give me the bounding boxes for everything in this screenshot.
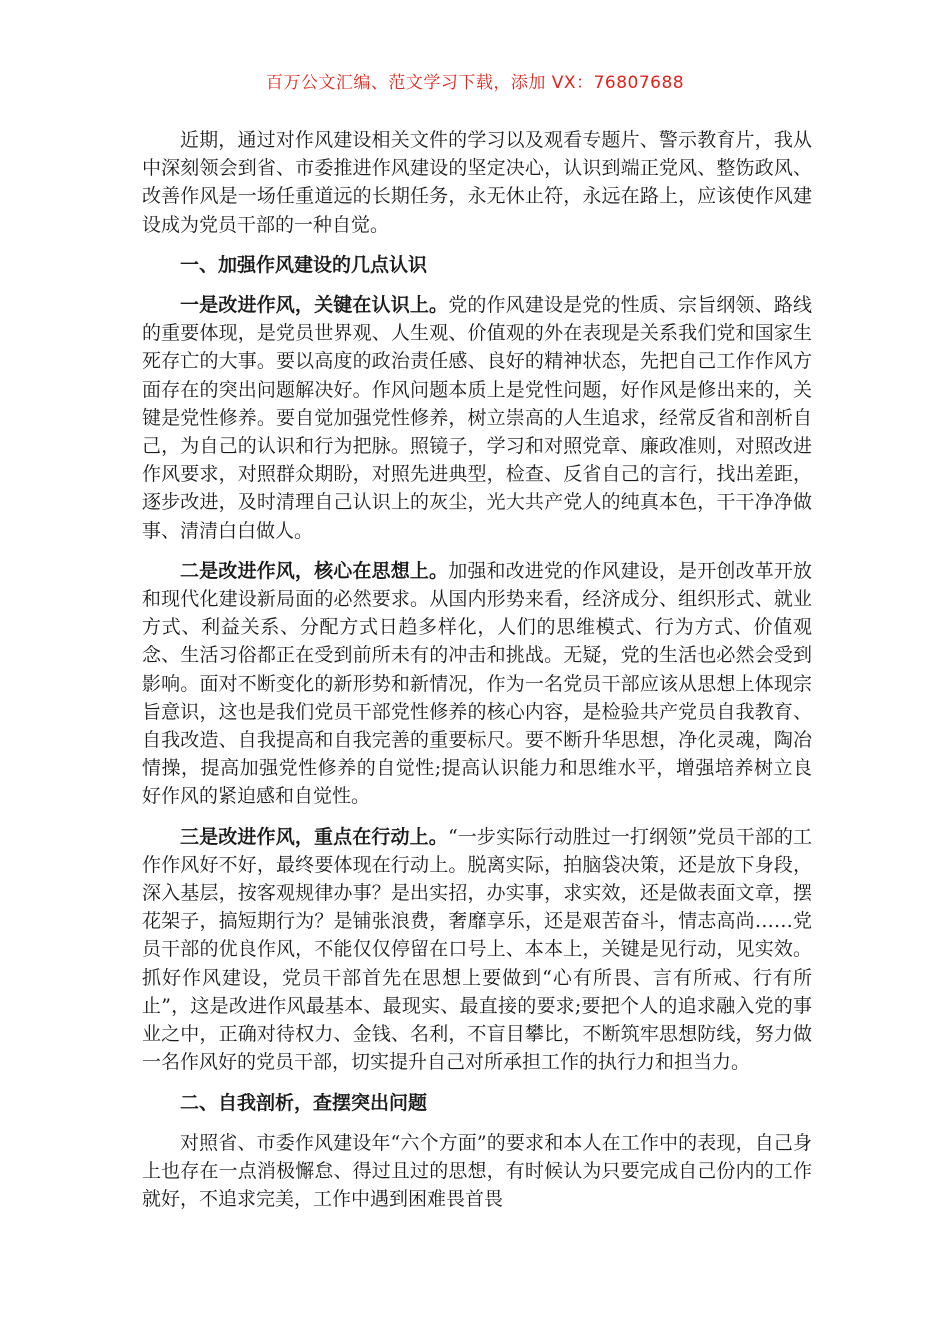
paragraph-self-analysis: 对照省、市委作风建设年“六个方面”的要求和本人在工作中的表现，自己身上也存在一点消极懈怠、得过且过的思想，有时候认为只要完成自己份内的工作就好，不追求完美，工作中遇到困难畏首畏 xyxy=(142,1131,812,1211)
section-heading-1: 一、加强作风建设的几点认识 xyxy=(180,253,428,276)
section-heading-2: 二、自我剖析，查摆突出问题 xyxy=(180,1091,428,1114)
paragraph-thought xyxy=(142,557,812,811)
paragraph-lead: 三是改进作风，重点在行动上。 xyxy=(180,825,448,848)
paragraph-text: 加强和改进党的作风建设，是开创改革开放和现代化建设新局面的必然要求。从国内形势来看，经济成分、组织形式、就业方式、利益关系、分配方式日趋多样化，人们的思维模式、行为方式、价值观念、生活习俗都正在受到前所未有的冲击和挑战。无疑，党的生活也必然会受到影响。面对不断变化的新形势和新情况，作为一名党员干部应该从思想上体现宗旨意识，这也是我们党员干部党性修养的核心内容，是检验共产党员自我教育、自我改造、自我提高和自我完善的重要标尺。要不断升华思想，净化灵魂，陶冶情操，提高加强党性修养的自觉性;提高认识能力和思维水平，增强培养树立良好作风的紧迫感和自觉性。 xyxy=(142,559,812,808)
paragraph-action xyxy=(142,823,812,1077)
intro-paragraph: 近期，通过对作风建设相关文件的学习以及观看专题片、警示教育片，我从中深刻领会到省、市委推进作风建设的坚定决心，认识到端正党风、整饬政风、改善作风是一场任重道远的长期任务，永无休止符，永远在路上，应该使作风建设成为党员干部的一种自觉。 xyxy=(142,129,812,236)
document-body xyxy=(142,126,812,1213)
paragraph-lead: 二是改进作风，核心在思想上。 xyxy=(180,559,449,582)
paragraph-text: 党的作风建设是党的性质、宗旨纲领、路线的重要体现，是党员世界观、人生观、价值观的外在表现是关系我们党和国家生死存亡的大事。要以高度的政治责任感、良好的精神状态，先把自己工作作风方面存在的突出问题解决好。作风问题本质上是党性问题，好作风是修出来的，关键是党性修养。要自觉加强党性修养，树立崇高的人生追求，经常反省和剖析自己，为自己的认识和行为把脉。照镜子，学习和对照党章、廉政准则，对照改进作风要求，对照群众期盼，对照先进典型，检查、反省自己的言行，找出差距，逐步改进，及时清理自己认识上的灰尘，光大共产党人的纯真本色，干干净净做事、清清白白做人。 xyxy=(142,294,812,542)
paragraph-lead: 一是改进作风，关键在认识上。 xyxy=(180,294,449,317)
promo-banner: 百万公文汇编、范文学习下载，添加 VX：76807688 xyxy=(265,73,685,93)
paragraph-text: “一步实际行动胜过一打纲领”党员干部的工作作风好不好，最终要体现在行动上。脱离实际，拍脑袋决策，还是放下身段，深入基层，按客观规律办事？是出实招，办实事，求实效，还是做表面文章，摆花架子，搞短期行为？是铺张浪费，奢靡享乐，还是艰苦奋斗，情志高尚……党员干部的优良作风，不能仅仅停留在口号上、本本上，关键是见行动，见实效。抓好作风建设，党员干部首先在思想上要做到“心有所畏、言有所戒、行有所止”，这是改进作风最基本、最现实、最直接的要求;要把个人的追求融入党的事业之中，正确对待权力、金钱、名利，不盲目攀比，不断筑牢思想防线，努力做一名作风好的党员干部，切实提升自己对所承担工作的执行力和担当力。 xyxy=(142,825,812,1074)
paragraph-awareness xyxy=(142,291,812,545)
